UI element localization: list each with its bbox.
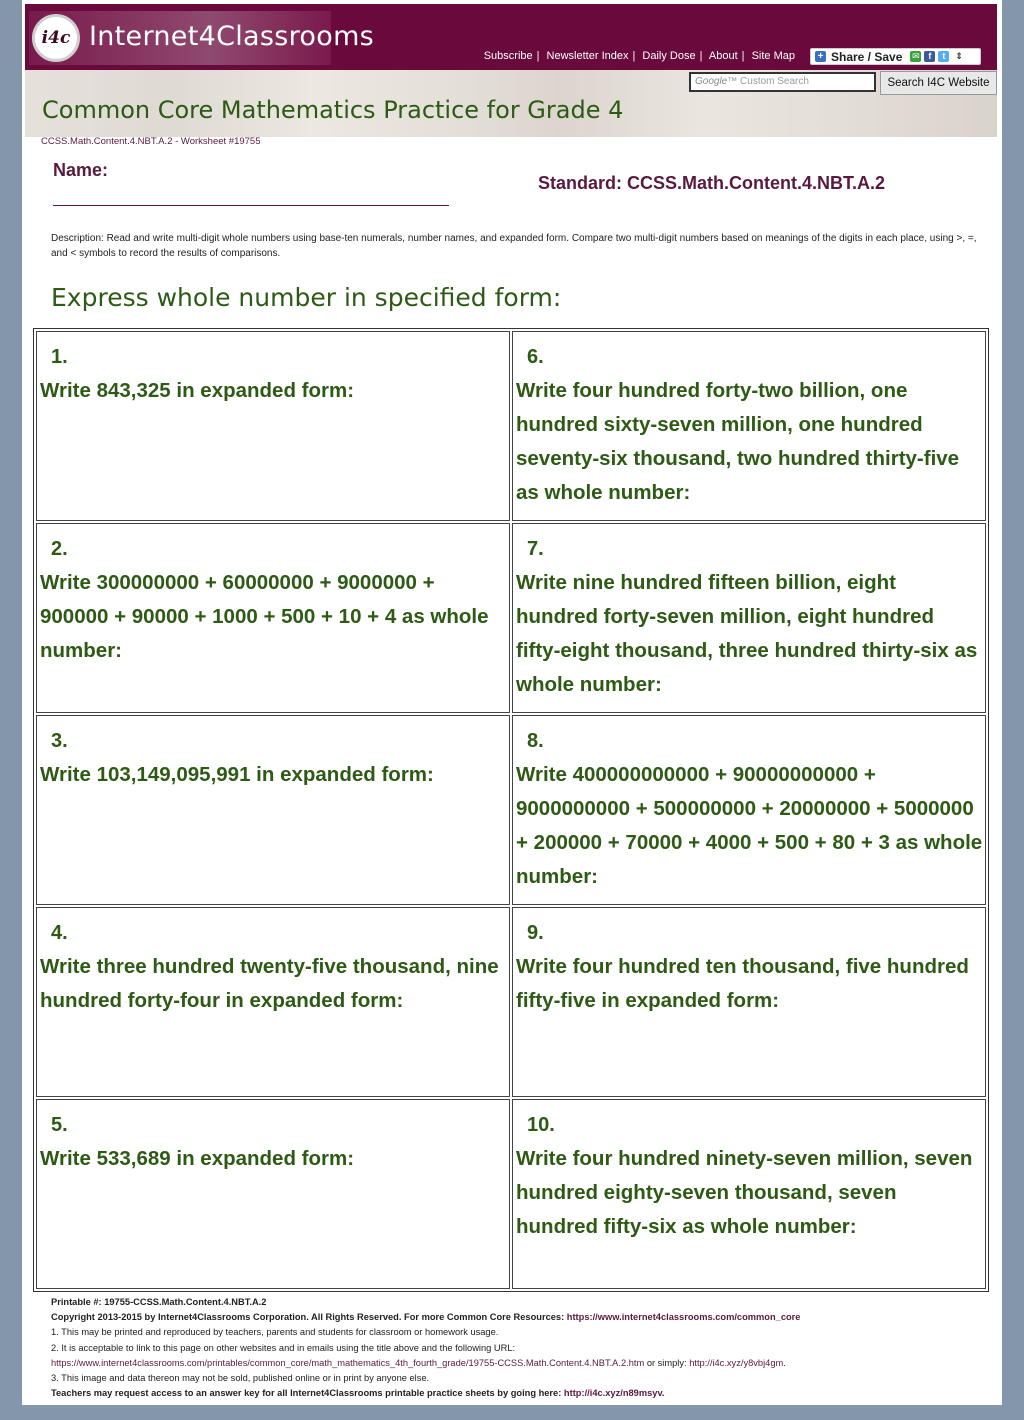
question-cell [36,523,510,713]
search-input[interactable]: Google™ Custom Search [689,72,876,92]
worksheet-page [22,0,1002,1405]
footer [51,1295,991,1401]
question-number: 5. [51,1114,68,1136]
facebook-icon[interactable]: f [924,51,935,62]
question-text: Write nine hundred fifteen billion, eight hundred forty-seven million, eight hundred fifty-eight thousand, three hundred thirty-six as whole number: [516,571,978,696]
site-logo[interactable] [29,11,375,65]
question-text: Write 843,325 in expanded form: [40,379,355,402]
question-cell [512,523,986,713]
name-line [53,205,449,206]
footer-line-1: 1. This may be printed and reproduced by teachers, parents and students for classroom or homework usage. [51,1327,499,1338]
search-button[interactable]: Search I4C Website [880,71,997,95]
question-text: Write 533,689 in expanded form: [40,1147,355,1170]
nav-about[interactable]: About [708,50,738,62]
copyright: Copyright 2013-2015 by Internet4Classrooms Corporation. All Rights Reserved. For more Common Core Resources: https://www.internet4classrooms.com/common_core [51,1312,801,1323]
question-number: 4. [51,922,68,944]
question-number: 7. [527,538,544,560]
question-text: Write 400000000000 + 90000000000 + 9000000000 + 500000000 + 20000000 + 5000000 + 200000 + 70000 + 4000 + 500 + 80 + 3 as whole number: [516,763,983,888]
question-number: 6. [527,346,544,368]
question-number: 1. [51,346,68,368]
logo-text: Internet4Classrooms [89,21,375,52]
question-cell [36,907,510,1097]
email-share-icon[interactable]: ✉ [912,51,920,61]
question-text: Write four hundred forty-two billion, one hundred sixty-seven million, one hundred seventy-six thousand, two hundred thirty-five as whole number: [516,379,960,504]
share-label: Share / Save [831,49,903,64]
question-grid [33,328,989,1292]
nav-newsletter-index[interactable]: Newsletter Index [546,50,629,62]
nav-site-map[interactable]: Site Map [751,50,795,62]
breadcrumb: CCSS.Math.Content.4.NBT.A.2 - Worksheet #19755 [41,136,261,147]
answer-key-note: Teachers may request access to an answer key for all Internet4Classrooms printable practice sheets by going here: http://i4c.xyz/n89msyv. [51,1388,665,1399]
question-cell [512,331,986,521]
page-title: Common Core Mathematics Practice for Grade 4 [42,96,624,124]
question-number: 8. [527,730,544,752]
top-nav: Subscribe | Newsletter Index | Daily Dose | About | Site Map [483,50,795,62]
standard-label: Standard: CCSS.Math.Content.4.NBT.A.2 [538,173,886,193]
dropdown-arrows-icon[interactable]: ⇕ [955,51,963,61]
logo-badge-icon: i4c [32,14,80,62]
question-text: Write 103,149,095,991 in expanded form: [40,763,434,786]
description: Description: Read and write multi-digit whole numbers using base-ten numerals, number names, and expanded form. Compare two multi-digit numbers based on meanings of the digits in each place, using >, =, and < symbols to record the results of comparisons. [51,233,977,259]
question-text: Write four hundred ten thousand, five hundred fifty-five in expanded form: [516,955,969,1012]
question-number: 9. [527,922,544,944]
section-heading: Express whole number in specified form: [51,283,562,312]
printable-number: Printable #: 19755-CCSS.Math.Content.4.NBT.A.2 [51,1297,267,1307]
question-cell [512,1099,986,1289]
question-text: Write four hundred ninety-seven million, seven hundred eighty-seven thousand, seven hundred fifty-six as whole number: [516,1147,973,1238]
name-label: Name: [53,160,109,180]
footer-line-3: 3. This image and data thereon may not be sold, published online or in print by anyone else. [51,1373,430,1384]
question-cell [512,907,986,1097]
question-text: Write 300000000 + 60000000 + 9000000 + 900000 + 90000 + 1000 + 500 + 10 + 4 as whole number: [40,571,489,662]
footer-line-2: 2. It is acceptable to link to this page on other websites and in emails using the title above and the following URL: [51,1342,516,1353]
worksheet-url-link[interactable]: https://www.internet4classrooms.com/printables/common_core/math_mathematics_4th_fourth_grade/19755-CCSS.Math.Content.4.NBT.A.2.htm [51,1357,645,1368]
footer-urls: https://www.internet4classrooms.com/printables/common_core/math_mathematics_4th_fourth_grade/19755-CCSS.Math.Content.4.NBT.A.2.htm or simply: http://i4c.xyz/y8vbj4gm. [51,1357,786,1368]
header-banner [25,4,997,70]
share-plus-icon: + [815,51,826,62]
question-number: 3. [51,730,68,752]
question-cell [512,715,986,905]
short-url-link[interactable]: http://i4c.xyz/y8vbj4gm [689,1357,784,1368]
question-number: 10. [527,1114,555,1136]
twitter-icon[interactable]: t [938,51,949,62]
question-cell [36,715,510,905]
common-core-link[interactable]: https://www.internet4classrooms.com/common_core [566,1312,801,1323]
question-text: Write three hundred twenty-five thousand, nine hundred forty-four in expanded form: [40,955,499,1012]
nav-subscribe[interactable]: Subscribe [483,50,533,62]
question-number: 2. [51,538,68,560]
question-cell [36,331,510,521]
share-save-button[interactable] [810,48,981,65]
answer-key-link[interactable]: http://i4c.xyz/n89msyv [563,1388,662,1399]
nav-daily-dose[interactable]: Daily Dose [642,50,696,62]
question-cell [36,1099,510,1289]
